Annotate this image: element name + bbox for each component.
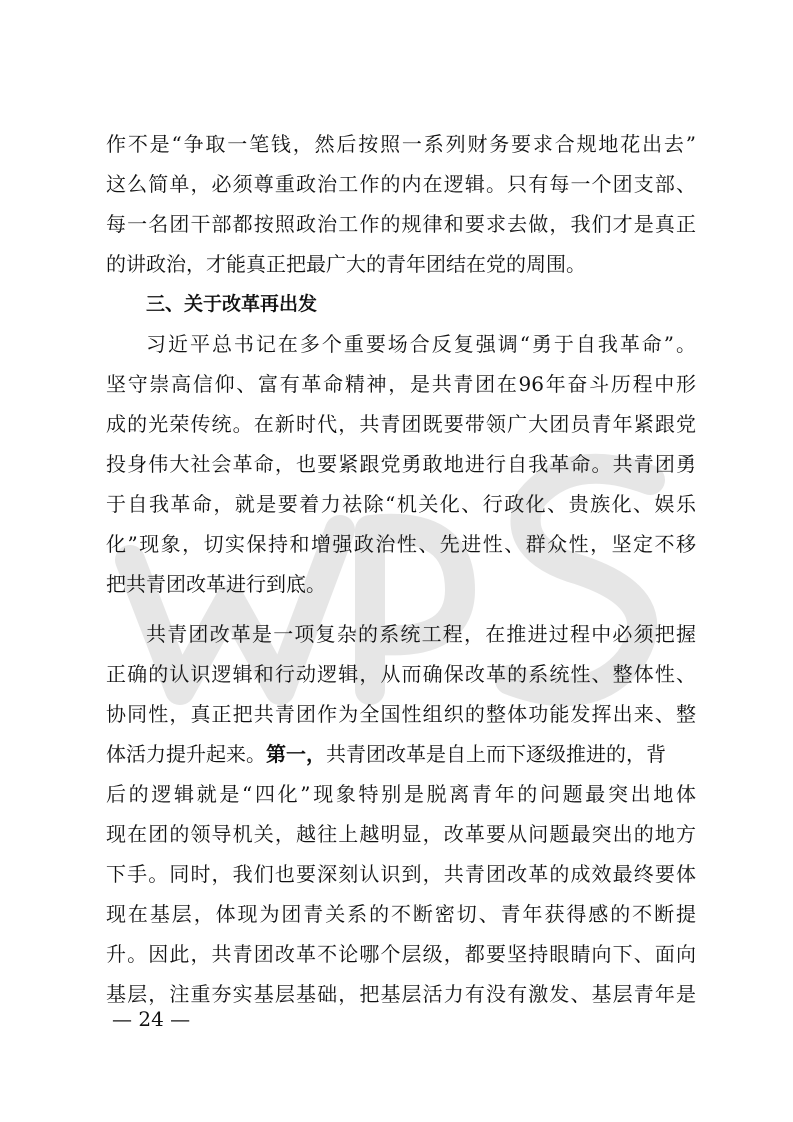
page-number: — 24 —: [112, 1007, 191, 1031]
text-line: 的讲政治，才能真正把最广大的青年团结在党的周围。: [106, 252, 586, 276]
text-line: 升。因此，共青团改革不论哪个层级，都要坚持眼睛向下、面向: [106, 942, 696, 966]
text-line: 这么简单，必须尊重政治工作的内在逻辑。只有每一个团支部、: [106, 172, 696, 196]
text-line: 后的逻辑就是“四化”现象特别是脱离青年的问题最突出地体: [106, 782, 696, 806]
text-line: 现在基层，体现为团青关系的不断密切、青年获得感的不断提: [106, 902, 696, 926]
text-line: 成的光荣传统。在新时代，共青团既要带领广大团员青年紧跟党: [106, 412, 696, 436]
text-line: 作不是“争取一笔钱，然后按照一系列财务要求合规地花出去”: [106, 132, 696, 156]
text-line: 于自我革命，就是要着力祛除“机关化、行政化、贵族化、娱乐: [106, 492, 696, 516]
text-line: 习近平总书记在多个重要场合反复强调“勇于自我革命”。: [146, 332, 696, 356]
text-line: 下手。同时，我们也要深刻认识到，共青团改革的成效最终要体: [106, 862, 696, 886]
text-line: 坚守崇高信仰、富有革命精神，是共青团在96年奋斗历程中形: [106, 372, 696, 396]
text-line: 化”现象，切实保持和增强政治性、先进性、群众性，坚定不移: [106, 532, 696, 556]
section-heading: 三、关于改革再出发: [146, 293, 318, 315]
text-line: 共青团改革是一项复杂的系统工程，在推进过程中必须把握: [146, 622, 696, 646]
text-line: 协同性，真正把共青团作为全国性组织的整体功能发挥出来、整: [106, 702, 696, 726]
text-segment: 体活力提升起来。: [106, 742, 266, 766]
bold-lead-text: 第一，: [266, 742, 326, 766]
text-line: 正确的认识逻辑和行动逻辑，从而确保改革的系统性、整体性、: [106, 662, 696, 686]
text-line-mixed: [106, 734, 666, 774]
text-line: 把共青团改革进行到底。: [106, 572, 326, 596]
text-line: 投身伟大社会革命，也要紧跟党勇敢地进行自我革命。共青团勇: [106, 452, 696, 476]
text-line: 每一名团干部都按照政治工作的规律和要求去做，我们才是真正: [106, 212, 696, 236]
text-segment: 共青团改革是自上而下逐级推进的，背: [326, 742, 666, 766]
text-line: 现在团的领导机关，越往上越明显，改革要从问题最突出的地方: [106, 822, 696, 846]
text-line: 基层，注重夯实基层基础，把基层活力有没有激发、基层青年是: [106, 982, 696, 1006]
